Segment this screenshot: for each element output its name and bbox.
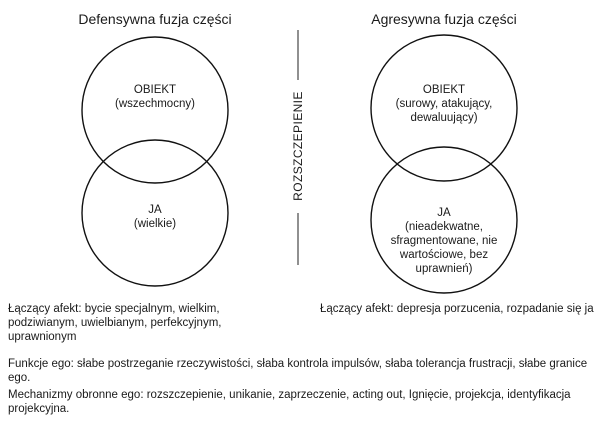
right-object-desc-line: (surowy, atakujący, xyxy=(395,98,493,110)
right-object-label xyxy=(379,83,509,125)
right-self-desc-line: (nieadekwatne, xyxy=(405,221,483,233)
left-title: Defensywna fuzja części xyxy=(78,11,232,27)
right-title: Agresywna fuzja części xyxy=(371,11,517,27)
right-self-title: JA xyxy=(437,207,451,219)
ego-functions-text: Funkcje ego: słabe postrzeganie rzeczywistości, słaba kontrola impulsów, słaba tolerancja frustracji, słabe granice ego. xyxy=(8,358,588,384)
right-self-label xyxy=(379,206,509,276)
left-object-desc: (wszechmocny) xyxy=(115,98,195,110)
left-affect-text: Łączący afekt: bycie specjalnym, wielkim, podziwianym, uwielbianym, perfekcyjnym, uprawnionym xyxy=(8,303,222,343)
right-affect-text: Łączący afekt: depresja porzucenia, rozpadanie się ja xyxy=(320,303,594,315)
divider-label: ROZSZCZEPIENIE xyxy=(291,91,305,201)
right-self-desc-line: wartościowe, bez xyxy=(399,249,489,261)
left-object-label xyxy=(95,83,215,111)
left-self-desc: (wielkie) xyxy=(133,218,177,230)
left-self-label xyxy=(95,203,215,231)
right-self-desc-line: sfragmentowane, nie xyxy=(390,235,498,247)
right-object-title: OBIEKT xyxy=(422,84,466,96)
defense-mechanisms-text: Mechanizmy obronne ego: rozszczepienie, unikanie, zaprzeczenie, acting out, Ignięcie, projekcja, identyfikacja projekcyjna. xyxy=(8,389,571,415)
right-self-desc-line: uprawnień) xyxy=(415,263,473,275)
left-self-title: JA xyxy=(148,204,162,216)
right-object-desc-line: dewaluujący) xyxy=(410,112,478,124)
left-object-title: OBIEKT xyxy=(133,84,177,96)
